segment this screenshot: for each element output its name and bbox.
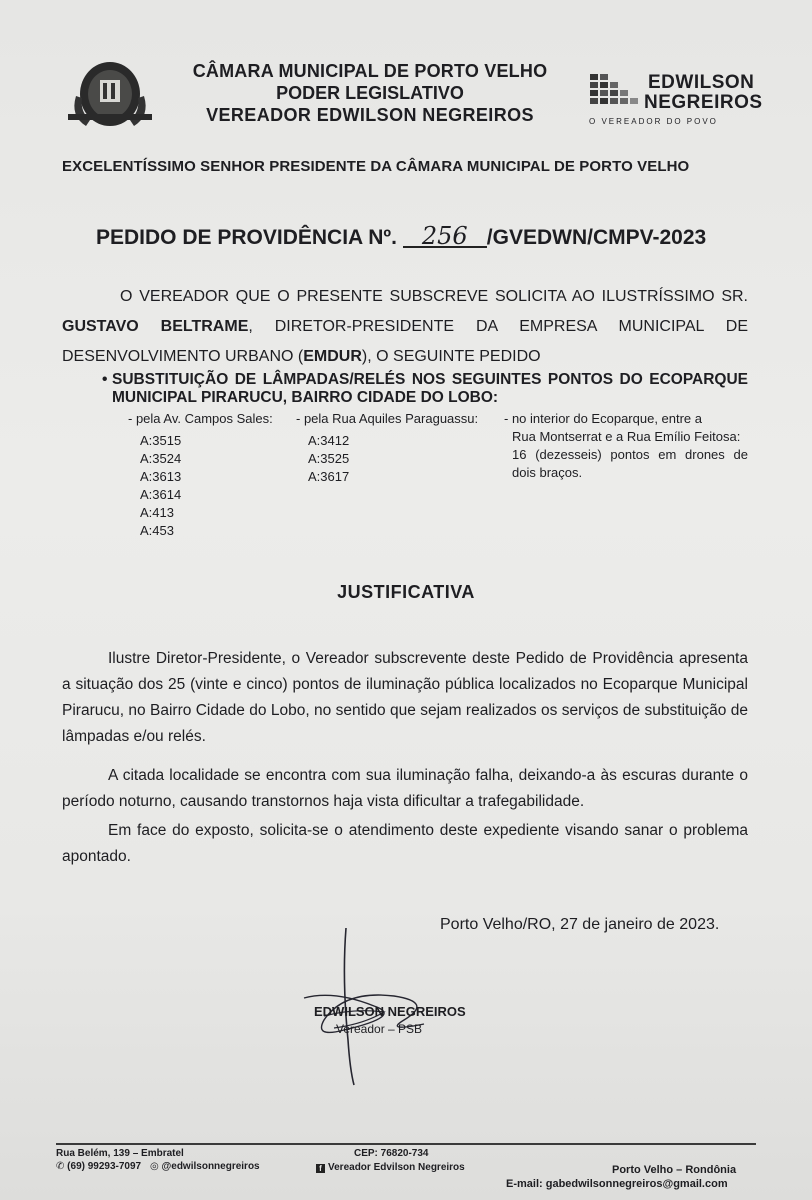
location-head: - pela Av. Campos Sales: [128, 411, 273, 426]
list-item: A:3515 [140, 433, 182, 448]
brand-logo [586, 70, 763, 132]
footer-instagram-text: @edwilsonnegreiros [161, 1161, 260, 1172]
justification-paragraph-1: Ilustre Diretor-Presidente, o Vereador subscrevente deste Pedido de Providência apresenta a situação dos 25 (vinte e cinco) pontos de iluminação pública localizados no Ecoparque Municipal Pirarucu, no Bairro Cidade do Lobo, no sentido que sejam realizados os serviços de substituição de lâmpadas e/ou relés. [62, 650, 748, 745]
signatory-role: Vereador – PSB [336, 1022, 423, 1036]
location-detail: 16 (dezesseis) pontos em drones de dois braços. [512, 447, 748, 480]
request-number: 256 [403, 226, 487, 248]
request-title [96, 222, 756, 250]
addressee: EXCELENTÍSSIMO SENHOR PRESIDENTE DA CÂMARA MUNICIPAL DE PORTO VELHO [62, 158, 690, 175]
request-title-prefix: PEDIDO DE PROVIDÊNCIA Nº. [96, 226, 397, 249]
intro-text-2: , DIRETOR-PRESIDENTE DA EMPRESA MUNICIPAL DE DESENVOLVIMENTO URBANO ( [62, 318, 748, 365]
instagram-icon: ◎ [150, 1161, 162, 1172]
request-item [102, 371, 748, 407]
footer-address: Rua Belém, 139 – Embratel [56, 1148, 184, 1159]
point-list [296, 432, 496, 486]
footer-phone [56, 1161, 141, 1172]
brand-name-last: NEGREIROS [644, 92, 763, 113]
company-acronym: EMDUR [303, 348, 362, 365]
signatory-name: EDWILSON NEGREIROS [314, 1004, 466, 1019]
request-title-suffix: /GVEDWN/CMPV-2023 [486, 226, 707, 249]
director-name: GUSTAVO BELTRAME [62, 318, 249, 335]
request-item-text: SUBSTITUIÇÃO DE LÂMPADAS/RELÉS NOS SEGUINTES PONTOS DO ECOPARQUE MUNICIPAL PIRARUCU, BAIRRO CIDADE DO LOBO: [112, 371, 748, 406]
footer-divider [56, 1143, 756, 1145]
brand-grid-icon [590, 74, 642, 114]
intro-paragraph [62, 282, 748, 372]
intro-indent [62, 288, 120, 305]
brand-tagline: O VEREADOR DO POVO [589, 117, 718, 126]
facebook-icon: f [316, 1164, 325, 1173]
list-item: A:3412 [308, 433, 350, 448]
footer-phone-text: (69) 99293-7097 [67, 1161, 142, 1172]
list-item: A:3617 [308, 469, 350, 484]
intro-text-3: ), O SEGUINTE PEDIDO [361, 348, 541, 365]
legislative-power: PODER LEGISLATIVO [276, 83, 464, 103]
list-item: A:453 [140, 523, 174, 538]
whatsapp-icon: ✆ [56, 1161, 68, 1172]
councilman-name: VEREADOR EDWILSON NEGREIROS [206, 105, 534, 125]
footer-email: E-mail: gabedwilsonnegreiros@gmail.com [506, 1178, 728, 1190]
location-head: - pela Rua Aquiles Paraguassu: [296, 411, 479, 426]
bullet-icon: • [102, 371, 108, 388]
list-item: A:3525 [308, 451, 350, 466]
list-item: A:3613 [140, 469, 182, 484]
chamber-name: CÂMARA MUNICIPAL DE PORTO VELHO [192, 61, 548, 81]
location-note: Rua Montserrat e a Rua Emílio Feitosa: [512, 429, 741, 444]
justification-paragraph-2: A citada localidade se encontra com sua iluminação falha, deixando-a às escuras durante o período noturno, causando transtornos haja vista dificultar a trafegabilidade. [62, 767, 748, 810]
footer-instagram [150, 1161, 260, 1172]
intro-text-1: O VEREADOR QUE O PRESENTE SUBSCREVE SOLICITA AO ILUSTRÍSSIMO SR. [120, 288, 748, 305]
chamber-seal-icon [66, 56, 154, 132]
location-column-aquiles-paraguassu [296, 410, 496, 486]
justification-title: JUSTIFICATIVA [337, 582, 475, 602]
list-item: A:3524 [140, 451, 182, 466]
footer-cep: CEP: 76820-734 [354, 1148, 429, 1159]
list-item: A:3614 [140, 487, 182, 502]
justification-paragraph-3: Em face do exposto, solicita-se o atendimento deste expediente visando sanar o problema apontado. [62, 822, 748, 865]
location-column-campos-sales [128, 410, 298, 540]
list-item: A:413 [140, 505, 174, 520]
footer-facebook-text: Vereador Edvilson Negreiros [328, 1162, 465, 1173]
location-head: - no interior do Ecoparque, entre a [504, 411, 703, 426]
document-date: Porto Velho/RO, 27 de janeiro de 2023. [440, 916, 720, 933]
location-column-ecoparque [504, 410, 748, 482]
footer-city: Porto Velho – Rondônia [612, 1164, 737, 1176]
point-list [128, 432, 298, 540]
brand-name-first: EDWILSON [648, 72, 755, 93]
letterhead [160, 60, 580, 126]
footer-facebook [316, 1162, 465, 1173]
